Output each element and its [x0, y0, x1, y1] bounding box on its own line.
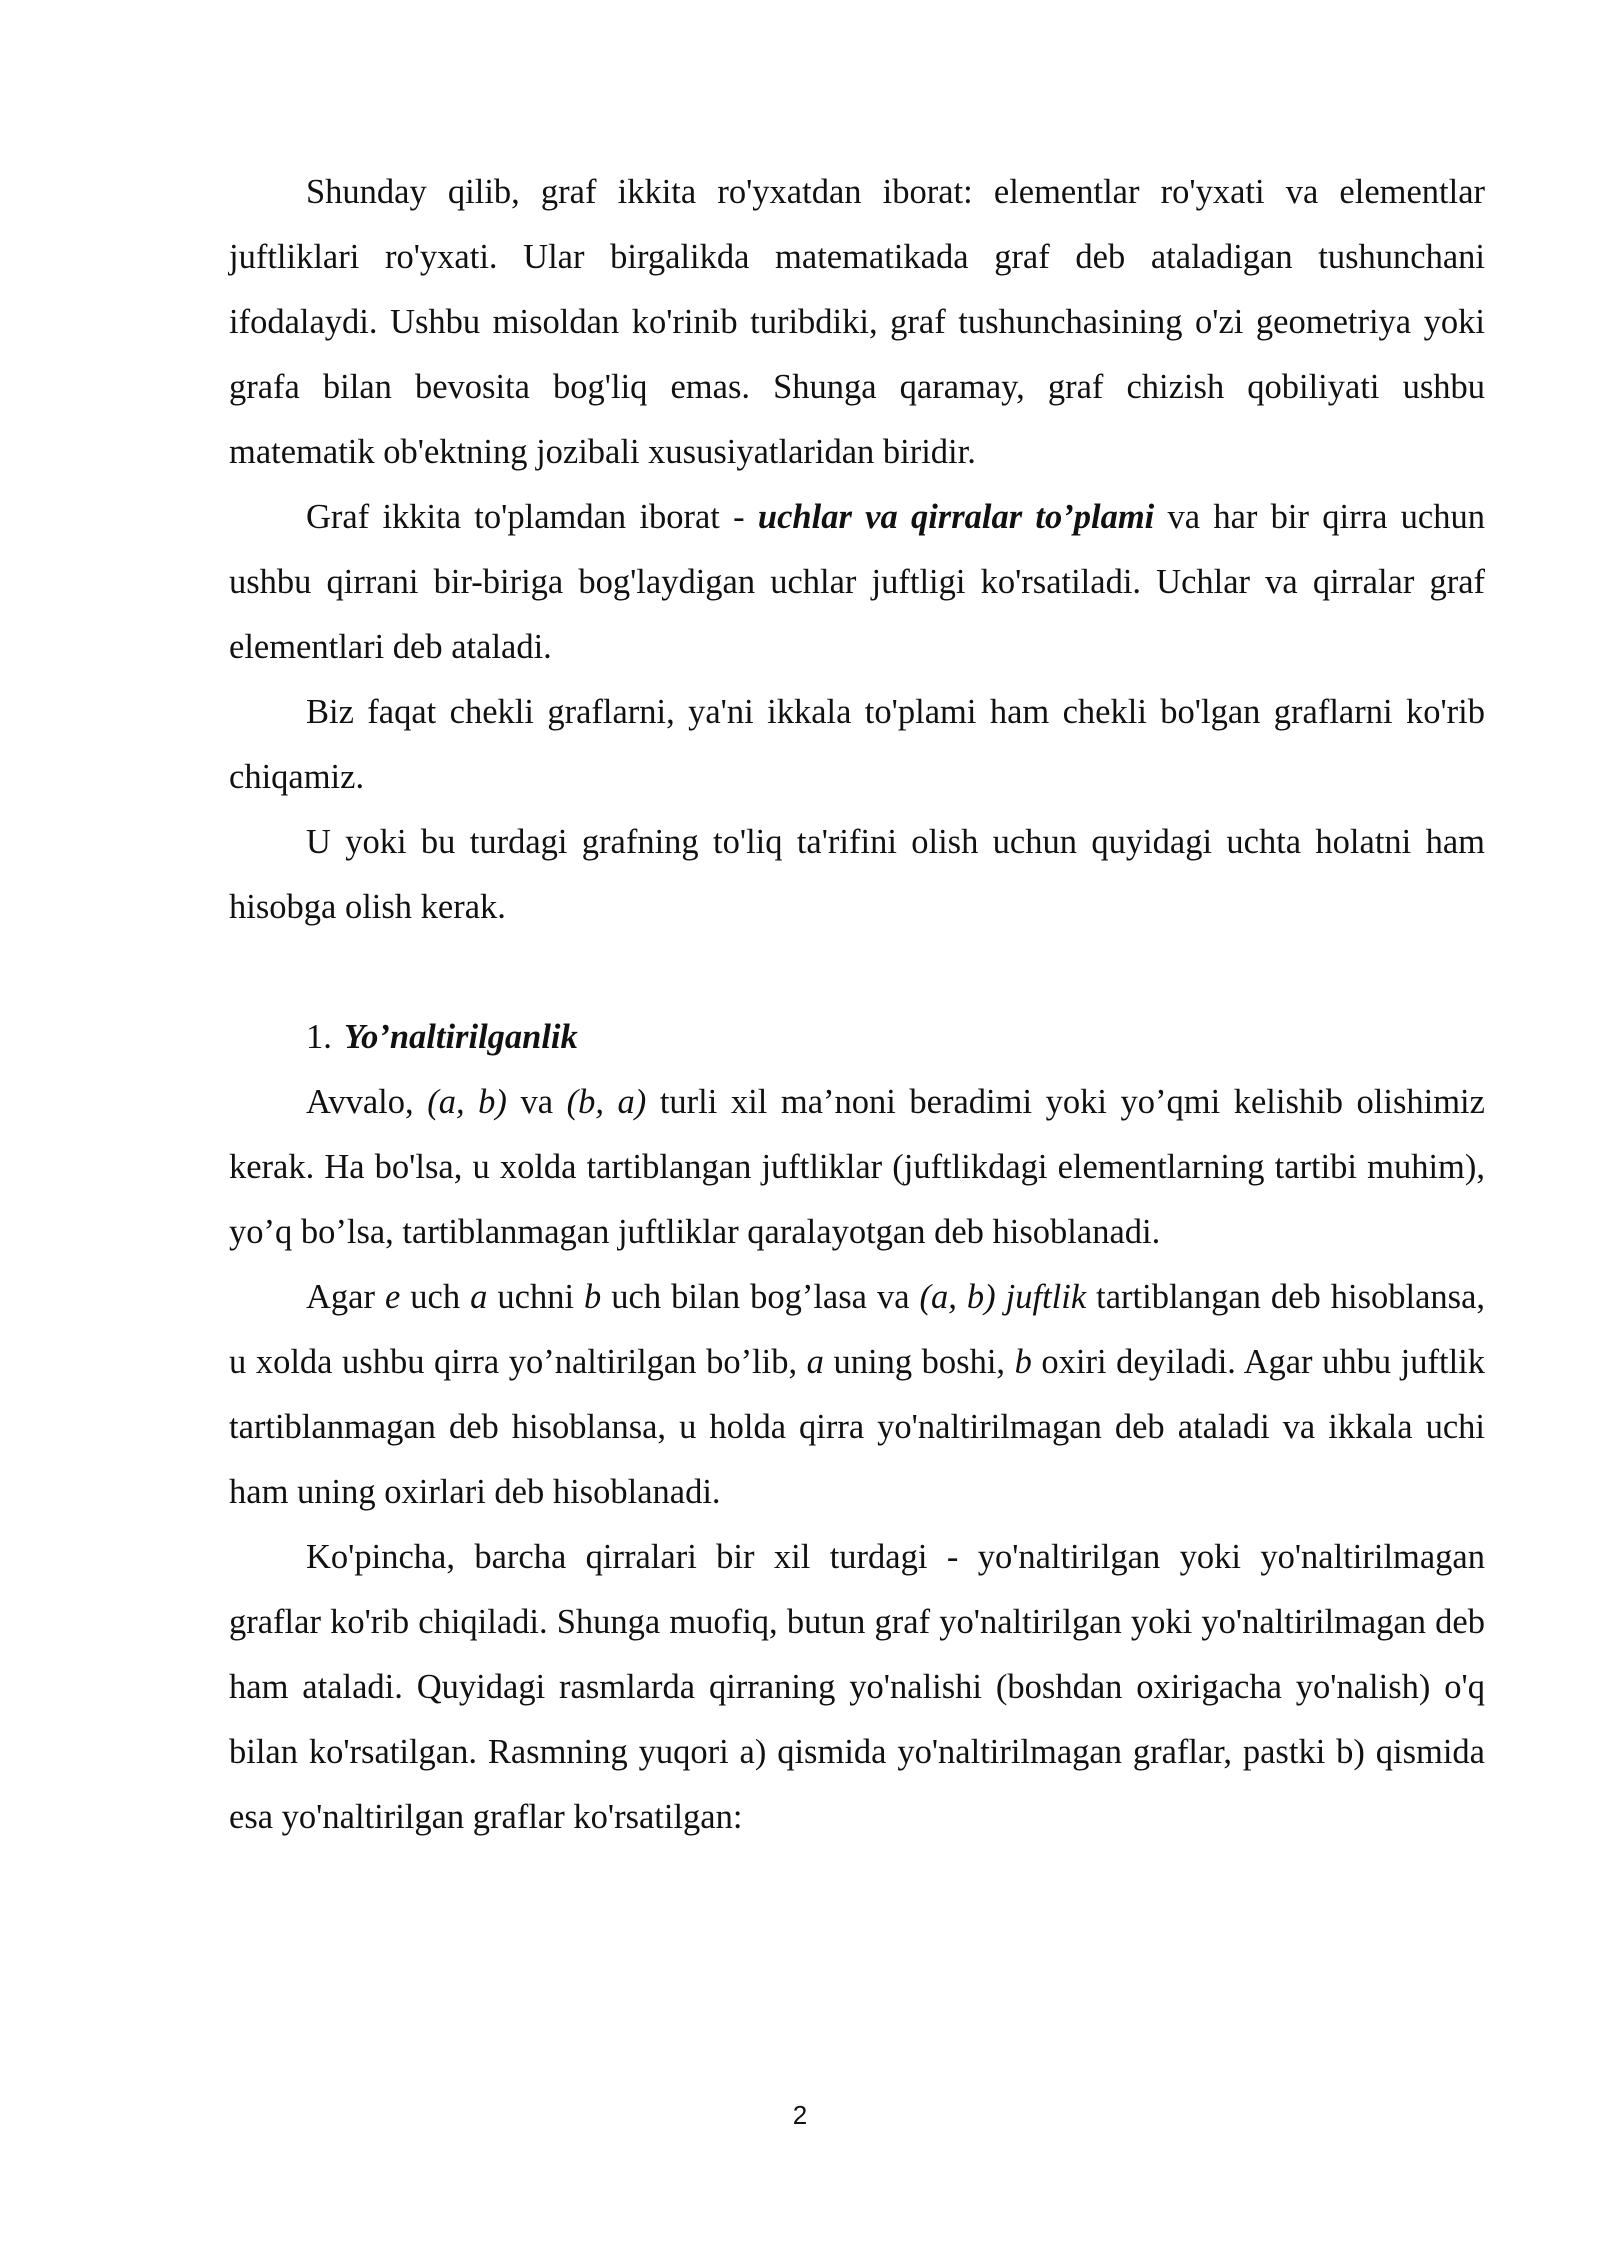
section-heading	[229, 1005, 1485, 1070]
paragraph-directed-edge	[229, 1265, 1485, 1525]
text-run: uning boshi,	[823, 1343, 1015, 1381]
page-number: 2	[792, 2100, 808, 2130]
section-number: 1.	[306, 1018, 332, 1056]
paragraph-finite-graphs: Biz faqat chekli graflarni, ya'ni ikkala to'plami ham chekli bo'lgan graflarni ko'rib chiqamiz.	[229, 693, 1485, 796]
math-var-b: b	[584, 1278, 602, 1316]
math-var-a: a	[470, 1278, 488, 1316]
text-run: turli xil ma’noni beradimi yoki yo’qmi kelishib olishimiz kerak. Ha bo'lsa, u xolda tartiblangan juftliklar (juftlikdagi elementlarning tartibi muhim), yo’q bo’lsa, tartiblanmagan juftliklar qaralayotgan deb hisoblanadi.	[229, 1083, 1485, 1251]
document-page	[229, 160, 1485, 1850]
math-pair-ab-juftlik: (a, b) juftlik	[919, 1278, 1087, 1316]
paragraph-ordered-pairs	[229, 1070, 1485, 1265]
emphasis-vertices-edges: uchlar va qirralar to’plami	[757, 498, 1155, 536]
text-run: Graf ikkita to'plamdan iborat -	[306, 498, 758, 536]
text-run: tartiblangan deb hisoblansa, u xolda ushbu qirra yo’naltirilgan bo’lib,	[229, 1278, 1486, 1381]
paragraph-graph-lists: Shunday qilib, graf ikkita ro'yxatdan iborat: elementlar ro'yxati va elementlar juftliklari ro'yxati. Ular birgalikda matematikada graf deb ataladigan tushunchani ifodalaydi. Ushbu misoldan ko'rinib turibdiki, graf tushunchasining o'zi geometriya yoki grafa bilan bevosita bog'liq emas. Shunga qaramay, graf chizish qobiliyati ushbu matematik ob'ektning jozibali xususiyatlaridan biridir.	[229, 173, 1485, 471]
paragraph-directed-graphs: Ko'pincha, barcha qirralari bir xil turdagi - yo'naltirilgan yoki yo'naltirilmagan graflar ko'rib chiqiladi. Shunga muofiq, butun graf yo'naltirilgan yoki yo'naltirilmagan deb ham ataladi. Quyidagi rasmlarda qirraning yo'nalishi (boshdan oxirigacha yo'nalish) o'q bilan ko'rsatilgan. Rasmning yuqori a) qismida yo'naltirilmagan graflar, pastki b) qismida esa yo'naltirilgan graflar ko'rsatilgan:	[229, 1538, 1485, 1836]
text-run: va har bir qirra uchun ushbu qirrani bir-biriga bog'laydigan uchlar juftligi ko'rsatiladi. Uchlar va qirralar graf elementlari deb ataladi.	[229, 498, 1485, 666]
text-run: uch	[400, 1278, 471, 1316]
text-run: Agar	[306, 1278, 385, 1316]
text-run: va	[506, 1083, 567, 1121]
text-run: uchni	[487, 1278, 585, 1316]
math-var-a: a	[806, 1343, 824, 1381]
math-pair-ab: (a, b)	[427, 1083, 507, 1121]
section-title: Yo’naltirilganlik	[343, 1018, 578, 1056]
text-run: uch bilan bog’lasa va	[601, 1278, 920, 1316]
paragraph-graph-definition	[229, 485, 1485, 680]
math-pair-ba: (b, a)	[566, 1083, 647, 1121]
math-var-b: b	[1014, 1343, 1032, 1381]
math-var-e: e	[384, 1278, 401, 1316]
text-run: oxiri deyiladi. Agar uhbu juftlik tartiblanmagan deb hisoblansa, u holda qirra yo'naltirilmagan deb ataladi va ikkala uchi ham uning oxirlari deb hisoblanadi.	[229, 1343, 1486, 1511]
text-run: Avvalo,	[306, 1083, 428, 1121]
paragraph-three-cases: U yoki bu turdagi grafning to'liq ta'rifini olish uchun quyidagi uchta holatni ham hisobga olish kerak.	[229, 823, 1485, 926]
